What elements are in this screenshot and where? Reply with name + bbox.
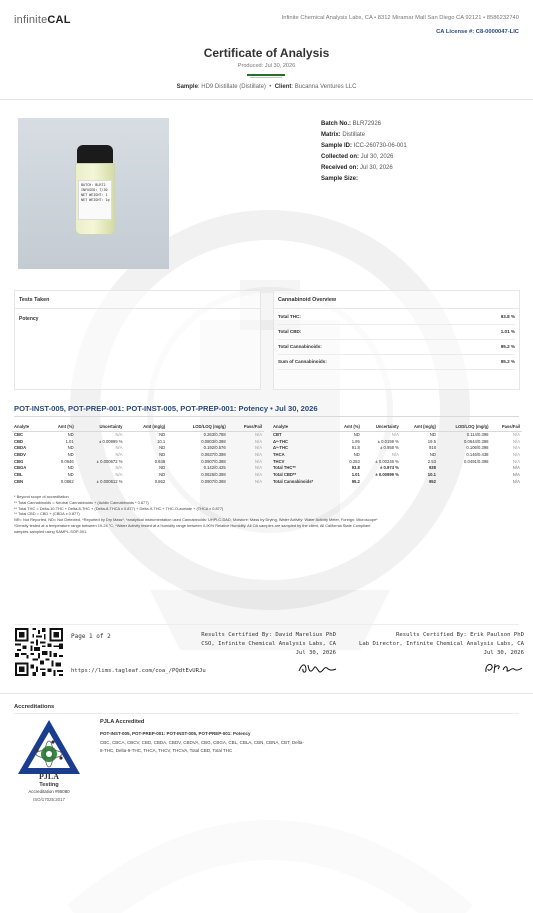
title-rule (247, 74, 285, 76)
note-line: samples sampled using SAMPL-SOP-001. (14, 528, 88, 534)
sample-client-line (0, 84, 533, 90)
certification-marelius: Results Certified By: David Marelius PhD CSO, Infinite Chemical Analysis Labs, CA Jul 30, 2026 (201, 632, 336, 656)
batch-no: Batch No.: BLR72926 (321, 121, 382, 127)
cannabinoid-overview-panel (273, 290, 520, 390)
table-row: Δ⁹-THC 91.8 ± 0.958 % 918 0.106/0.398 N/A (273, 445, 520, 451)
accredited-analytes: CBC, CBCA, CBCV, CBD, CBDA, CBDV, CBDVA, CBG, CBGA, CBL, CBLA, CBN, CBNA, CBT, Delta-8-THC, Delta-9-THC, THCA, THCV, THCVA, Total CBD, Total THC (100, 740, 304, 753)
table-row: CBT ND N/A ND 0.114/0.398 N/A (273, 432, 520, 438)
note-line: ** Total CBD = CBD + (CBDA x 0.877) (14, 511, 80, 517)
collected-on: Collected on: Jul 30, 2026 (321, 154, 394, 160)
note-line: ** Total Cannabinoids = Neutral Cannabinoids + (Acidic Cannabinoids * 0.877) (14, 499, 149, 505)
accreditations-title: Accreditations (14, 704, 55, 710)
pjla-testing: Testing (39, 782, 59, 788)
table-row: CBG 0.0646 ± 0.000672 % 0.646 0.0907/0.398 N/A (14, 458, 262, 464)
accreditations-divider (14, 713, 519, 714)
lab-address: Infinite Chemical Analysis Labs, CA • 8312 Miramar Mall San Diego CA 92121 • 8586232740 (281, 15, 519, 21)
table-row-total-thc: Total THC** 93.8 ± 0.974 % 938 N/A (273, 465, 520, 471)
pjla-iso: ISO/17025:2017 (33, 797, 65, 802)
pjla-accreditation-number: Accreditation #95080 (28, 789, 70, 794)
vial-label-line: NET WEIGHT: 1 (81, 193, 108, 197)
matrix: Matrix: Distillate (321, 132, 366, 138)
potency-notes (14, 494, 520, 535)
report-header (0, 0, 533, 100)
client-value: : Bucanna Ventures LLC (291, 84, 357, 90)
overview-title: Cannabinoid Overview (278, 297, 337, 303)
sample-size: Sample Size: (321, 176, 359, 182)
certification-paulson: Results Certified By: Erik Paulson PhD Lab Director, Infinite Chemical Analysis Labs, CA Jul 30, 2026 (358, 632, 524, 656)
table-row: CBGA ND N/A ND 0.142/0.425 N/A (14, 465, 262, 471)
note-line: *Density tested at a temperature range between 19-24 °C, *Water Activity tested at a humidity range between 0-90% Relative Humidity. All OA samples are sampled by the client, All California State Compliant (14, 522, 371, 528)
table-row-total-cbd: Total CBD** 1.01 ± 0.00999 % 10.1 N/A (273, 471, 520, 477)
table-row: CBDA ND N/A ND 0.192/0.576 N/A (14, 445, 262, 451)
sample-label: Sample (176, 84, 198, 90)
coa-url-link[interactable]: https://lims.tagleaf.com/coa_/PQdtEvURJu (71, 668, 206, 674)
sample-value: : HD9 Distillate (Distillate) (197, 84, 266, 90)
table-row-total-cannabinoids: Total Cannabinoids* 95.2 952 N/A (273, 478, 520, 484)
page-title: Certificate of Analysis (203, 46, 330, 60)
received-on: Received on: Jul 30, 2026 (321, 165, 393, 171)
section-divider (14, 416, 519, 417)
vial-label-line: NET WEIGHT: 1g (81, 198, 110, 202)
overview-row-total-cbd: Total CBD: 1.01 % (278, 325, 515, 340)
lab-logo: infiniteCAL (14, 14, 71, 26)
panel-divider (274, 308, 519, 309)
note-line: ** Total THC = Delta-10-THC + Delta-8-THC + (Delta-8-THCA x 0.877) + Delta-9-THC + THC-O-acetate + (THCA x 0.877) (14, 505, 224, 511)
table-row: CBN 0.0862 ± 0.000612 % 0.862 0.0907/0.398 N/A (14, 478, 262, 484)
vial-cap (77, 145, 113, 165)
potency-table-right (271, 422, 522, 485)
tests-taken-title: Tests Taken (19, 297, 50, 303)
footer-divider (14, 624, 519, 625)
vial-label-line: BATCH: BLR72 (81, 183, 106, 187)
tests-taken-panel (14, 290, 261, 390)
qr-code-icon[interactable] (15, 628, 63, 676)
vial-label-line: INFUSED: 7/30 (81, 188, 108, 192)
table-row: CBC ND N/A ND 0.263/0.788 N/A (14, 432, 262, 438)
table-header-row: Analyte Amt (%) Uncertainty Amt (mg/g) LOD/LOQ (mg/g) Pass/Fail (271, 422, 522, 431)
title-rule-light (250, 77, 282, 78)
potency-section-title: POT-INST-005, POT-PREP-001: POT-INST-005, POT-PREP-001: Potency • Jul 30, 2026 (14, 404, 318, 413)
license-number: CA License #: C8-0000047-LIC (436, 29, 519, 35)
test-item-potency: Potency (19, 316, 39, 322)
produced-date: Produced: Jul 30, 2026 (237, 63, 296, 69)
overview-row-total-cannabinoids: Total Cannabinoids: 95.2 % (278, 340, 515, 355)
pjla-name: PJLA (39, 772, 59, 781)
table-row: CBDV ND N/A ND 0.0637/0.398 N/A (14, 451, 262, 457)
signature-paulson (482, 660, 524, 676)
note-line: NR= Not Reported, ND= Not Detected, *Reported by Dry Mass*, *analytical instrumentation used Cannabinoids: UHPLC-DAD, Moisture: Mass by Drying, Water Activity: Water Activity Meter, Foreign: Microscope* (14, 517, 378, 523)
accredited-method: POT-INST-005, POT-PREP-001: POT-INST-005, POT-PREP-001: Potency (100, 731, 251, 736)
sample-photo (18, 118, 169, 269)
client-label: Client (274, 84, 292, 90)
table-row: THCV 0.253 ± 0.00246 % 2.53 0.0491/0.398 N/A (273, 458, 520, 464)
overview-row-sum-cannabinoids: Sum of Cannabinoids: 95.2 % (278, 355, 515, 370)
vial-label (78, 180, 112, 220)
panel-divider (15, 308, 260, 309)
page-number: Page 1 of 2 (71, 633, 111, 640)
note-line: * Beyond scope of accreditation (14, 494, 69, 499)
table-row: Δ⁸-THC 1.95 ± 0.0159 % 19.5 0.0644/0.398 N/A (273, 438, 520, 444)
sample-metadata (321, 119, 407, 185)
signature-marelius (296, 660, 338, 676)
table-row: THCA ND N/A ND 0.146/0.438 N/A (273, 451, 520, 457)
separator: • (269, 84, 272, 90)
potency-table-left (12, 422, 264, 485)
table-row: CBD 1.01 ± 0.00999 % 10.1 0.0803/0.398 N/A (14, 438, 262, 444)
sample-id: Sample ID: ICC-260730-06-001 (321, 143, 407, 149)
table-header-row: Analyte Amt (%) Uncertainty Amt (mg/g) LOD/LOQ (mg/g) Pass/Fail (12, 422, 264, 431)
pjla-accredited-heading: PJLA Accredited (100, 719, 145, 725)
overview-row-total-thc: Total THC: 93.8 % (278, 310, 515, 325)
table-row: CBL ND N/A ND 0.0626/0.398 N/A (14, 471, 262, 477)
